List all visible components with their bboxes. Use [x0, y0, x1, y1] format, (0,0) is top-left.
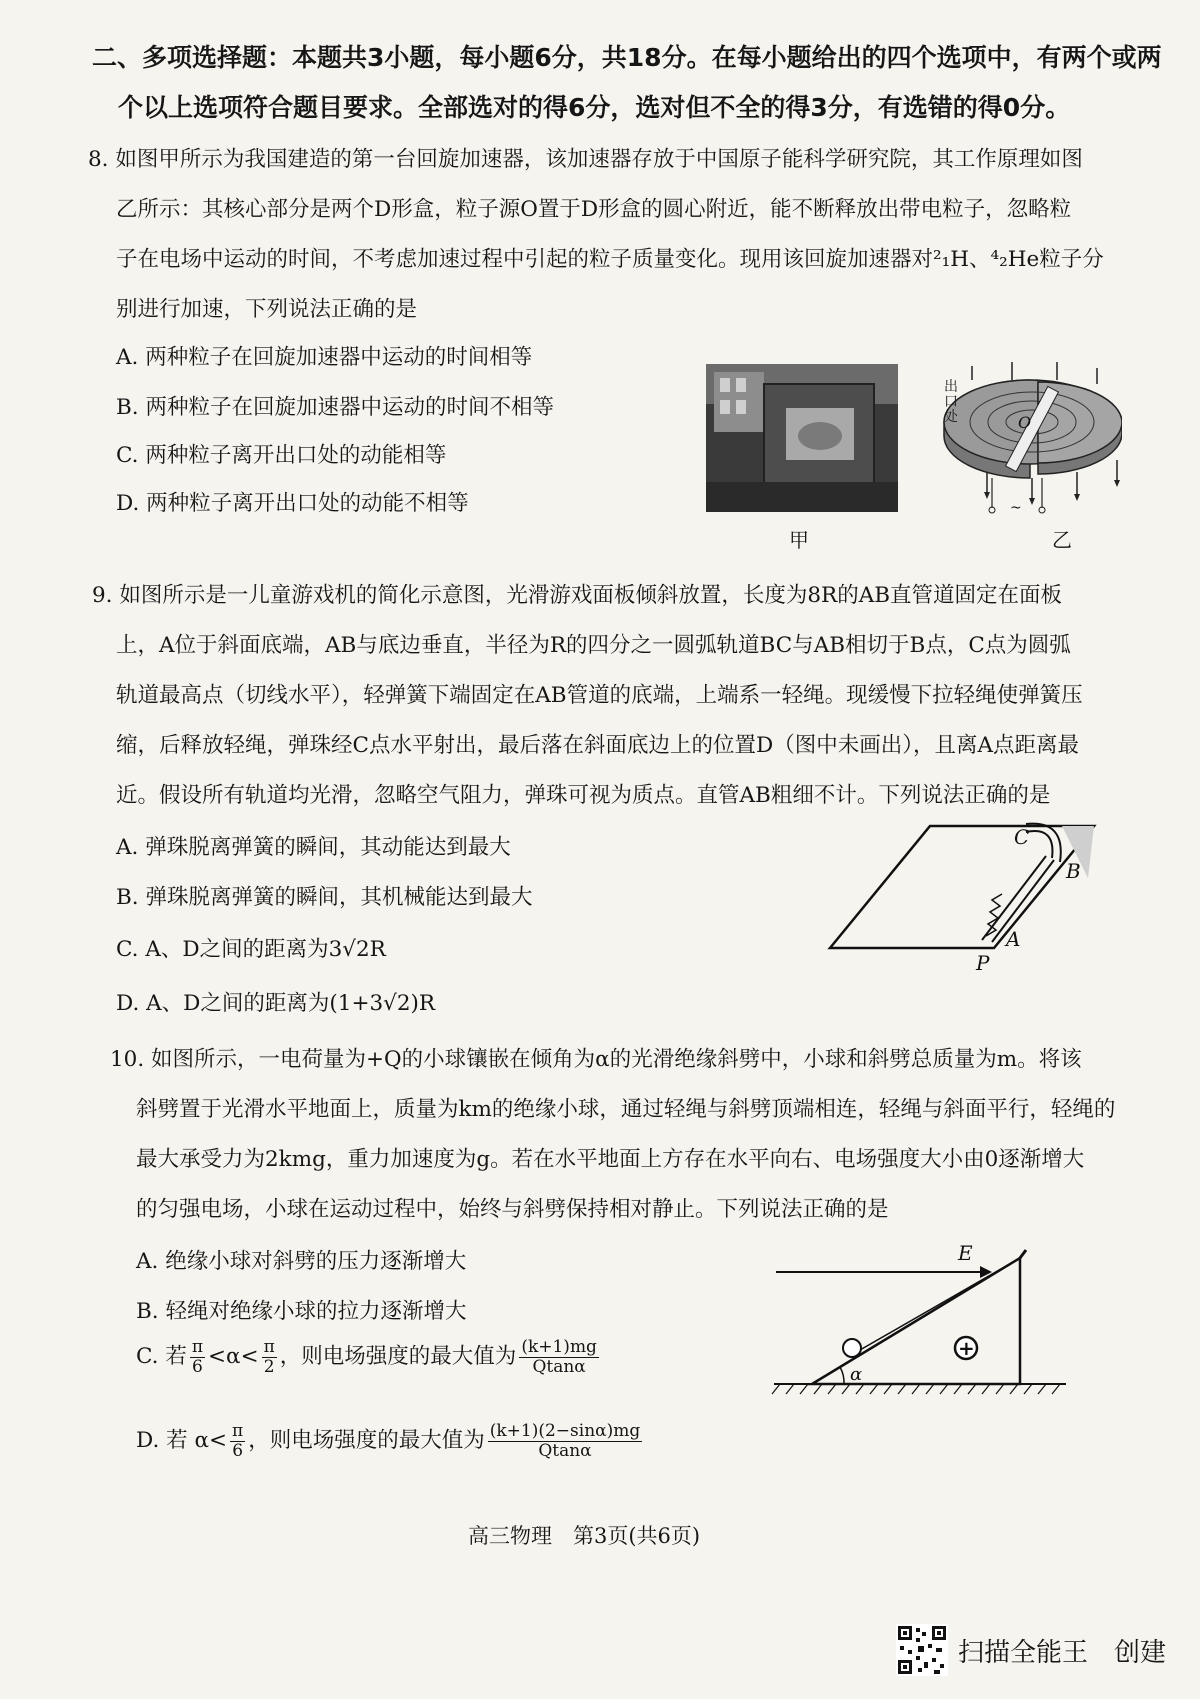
q9-option-d: D. A、D之间的距离为(1+3√2)R	[116, 991, 436, 1016]
page-footer: 高三物理 第3页(共6页)	[468, 1524, 701, 1548]
frac-num: (k+1)(2−sinα)mg	[489, 1421, 641, 1441]
frac-den: 6	[232, 1440, 244, 1461]
frac-den: Qtanα	[538, 1440, 592, 1461]
label-alpha: α	[850, 1364, 863, 1385]
wedge-diagram	[770, 1238, 1070, 1398]
ac-source-label: ~	[1010, 500, 1022, 516]
frac-num: (k+1)mg	[521, 1337, 597, 1357]
q8-option-d: D. 两种粒子离开出口处的动能不相等	[116, 491, 469, 516]
q10-option-c	[136, 1338, 602, 1376]
game-board-diagram	[826, 818, 1116, 978]
label-b: B	[1066, 859, 1081, 883]
source-o-label: O	[1018, 413, 1032, 432]
outlet-label: 出口处	[944, 379, 958, 425]
q10-d-prefix: D. 若 α<	[136, 1428, 228, 1454]
q10-line4: 的匀强电场，小球在运动过程中，始终与斜劈保持相对静止。下列说法正确的是	[136, 1197, 889, 1222]
q9-line4: 缩，后释放轻绳，弹珠经C点水平射出，最后落在斜面底边上的位置D（图中未画出），且离A点距离最	[116, 733, 1079, 758]
q8-line3: 子在电场中运动的时间，不考虑加速过程中引起的粒子质量变化。现用该回旋加速器对²₁H、⁴₂He粒子分	[116, 247, 1104, 272]
q10-c-prefix: C. 若	[136, 1344, 187, 1370]
cyclotron-photo	[706, 364, 898, 512]
frac-den: Qtanα	[532, 1356, 586, 1377]
q9-option-b: B. 弹珠脱离弹簧的瞬间，其机械能达到最大	[116, 885, 533, 910]
q10-c-mid1: <α<	[208, 1344, 259, 1370]
q10-c-frac3	[519, 1338, 599, 1376]
q10-line1: 10. 如图所示，一电荷量为+Q的小球镶嵌在倾角为α的光滑绝缘斜劈中，小球和斜劈总质量为m。将该	[110, 1047, 1082, 1072]
q8-line1: 8. 如图甲所示为我国建造的第一台回旋加速器，该加速器存放于中国原子能科学研究院，其工作原理如图	[88, 147, 1083, 172]
fig-yi-caption: 乙	[1052, 528, 1072, 552]
q9-line1: 9. 如图所示是一儿童游戏机的简化示意图，光滑游戏面板倾斜放置，长度为8R的AB直管道固定在面板	[92, 583, 1063, 608]
frac-den: 6	[192, 1356, 203, 1377]
q10-c-frac1	[190, 1338, 205, 1376]
q8-line4: 别进行加速，下列说法正确的是	[116, 297, 418, 322]
frac-den: 2	[263, 1356, 275, 1377]
frac-num: π	[191, 1337, 204, 1357]
q9-line2: 上，A位于斜面底端，AB与底边垂直，半径为R的四分之一圆弧轨道BC与AB相切于B点，C点为圆弧	[116, 633, 1071, 658]
q10-option-a: A. 绝缘小球对斜劈的压力逐渐增大	[136, 1249, 467, 1274]
q8-option-a: A. 两种粒子在回旋加速器中运动的时间相等	[116, 345, 533, 370]
q10-d-frac1	[230, 1422, 245, 1460]
q8-option-c: C. 两种粒子离开出口处的动能相等	[116, 443, 447, 468]
q10-d-mid: ，则电场强度的最大值为	[248, 1428, 485, 1454]
q10-d-frac2	[488, 1422, 643, 1460]
label-a: A	[1006, 927, 1021, 951]
q9-option-c: C. A、D之间的距离为3√2R	[116, 937, 386, 962]
label-p: P	[976, 951, 990, 975]
label-e: E	[958, 1241, 973, 1265]
section-heading-line2: 个以上选项符合题目要求。全部选对的得6分，选对但不全的得3分，有选错的得0分。	[118, 93, 1071, 122]
fig-jia-caption: 甲	[789, 528, 809, 552]
section-heading-line1: 二、多项选择题：本题共3小题，每小题6分，共18分。在每小题给出的四个选项中，有两个或两	[92, 43, 1162, 72]
q9-option-a: A. 弹珠脱离弹簧的瞬间，其动能达到最大	[116, 835, 511, 860]
q10-line3: 最大承受力为2kmg，重力加速度为g。若在水平地面上方存在水平向右、电场强度大小由0逐渐增大	[136, 1147, 1085, 1172]
q9-line3: 轨道最高点（切线水平），轻弹簧下端固定在AB管道的底端，上端系一轻绳。现缓慢下拉轻绳使弹簧压	[116, 683, 1083, 708]
label-plus-charge: +	[958, 1336, 975, 1360]
frac-num: π	[232, 1421, 244, 1441]
q9-line5: 近。假设所有轨道均光滑，忽略空气阻力，弹珠可视为质点。直管AB粗细不计。下列说法正确的是	[116, 783, 1051, 808]
q8-line2: 乙所示：其核心部分是两个D形盒，粒子源O置于D形盒的圆心附近，能不断释放出带电粒子，忽略粒	[116, 197, 1072, 222]
qr-code-icon	[896, 1624, 948, 1676]
scanner-watermark-text: 扫描全能王 创建	[958, 1638, 1167, 1668]
q10-line2: 斜劈置于光滑水平地面上，质量为km的绝缘小球，通过轻绳与斜劈顶端相连，轻绳与斜面平行，轻绳的	[136, 1097, 1116, 1122]
q10-c-frac2	[262, 1338, 277, 1376]
q10-option-d	[136, 1422, 645, 1460]
q10-c-mid2: ，则电场强度的最大值为	[279, 1344, 517, 1370]
q10-option-b: B. 轻绳对绝缘小球的拉力逐渐增大	[136, 1299, 467, 1324]
cyclotron-diagram	[932, 360, 1122, 520]
label-c: C	[1014, 825, 1030, 849]
q8-option-b: B. 两种粒子在回旋加速器中运动的时间不相等	[116, 395, 554, 420]
frac-num: π	[263, 1337, 275, 1357]
